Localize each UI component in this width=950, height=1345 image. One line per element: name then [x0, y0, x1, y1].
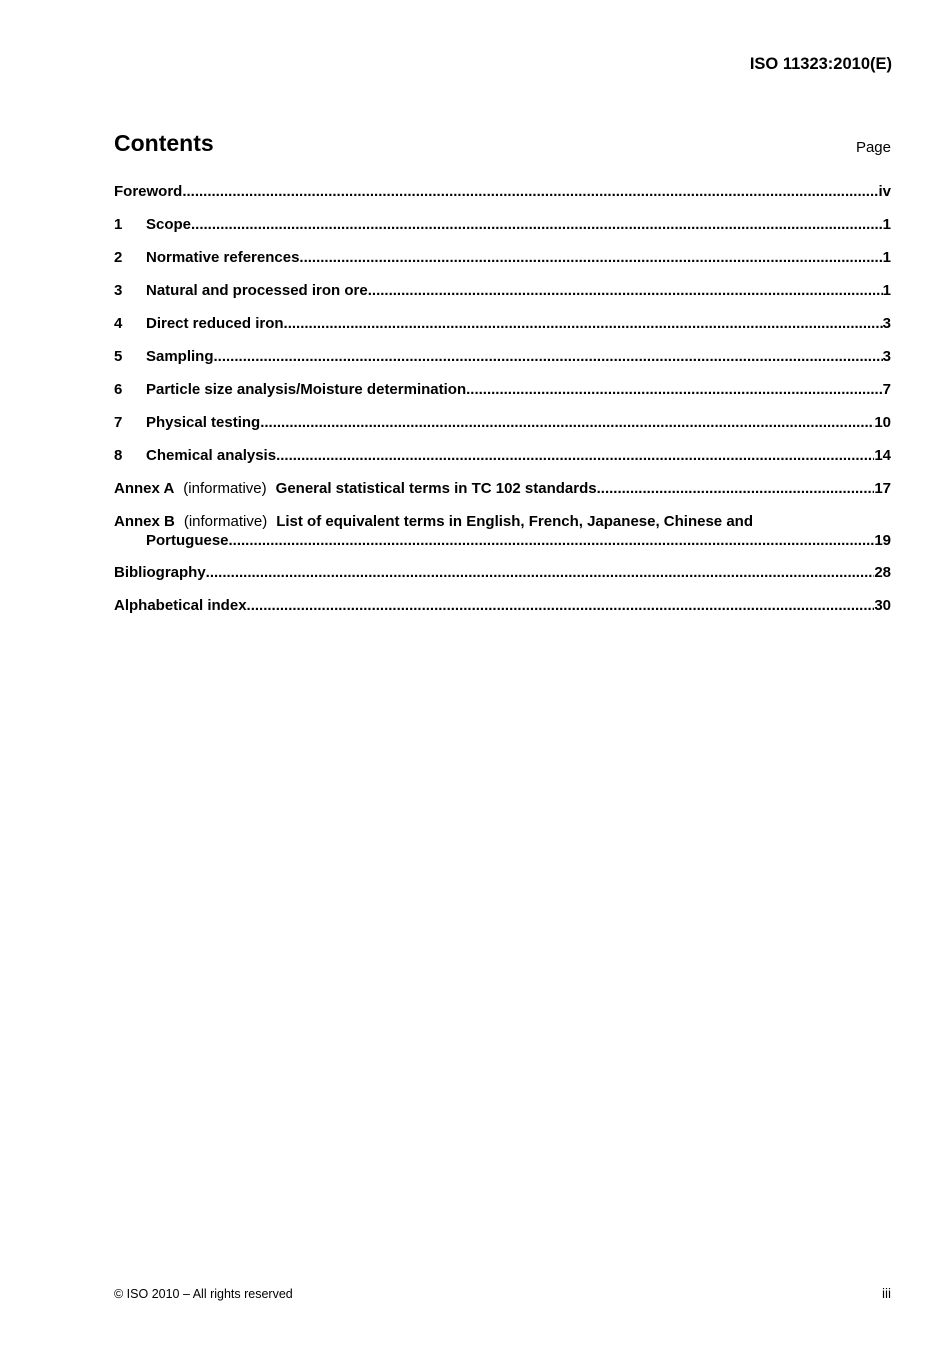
toc-entry-page: 7	[882, 381, 891, 398]
toc-entry-title: Alphabetical index	[114, 597, 247, 614]
dot-leader	[247, 596, 875, 615]
toc-entry-title: Direct reduced iron	[146, 315, 284, 332]
toc-entry-bibliography[interactable]	[114, 563, 891, 596]
toc-entry-page: 17	[874, 480, 891, 497]
toc-entry-alphabetical-index[interactable]	[114, 596, 891, 629]
toc-entry-title: General statistical terms in TC 102 standards	[275, 480, 597, 497]
toc-entry-foreword[interactable]	[114, 182, 891, 215]
clause-number: 4	[114, 315, 123, 332]
toc-entry-page: iv	[878, 183, 891, 200]
dot-leader	[182, 182, 878, 201]
toc-entry-page: 1	[882, 216, 891, 233]
dot-leader	[276, 446, 874, 465]
dot-leader	[206, 563, 875, 582]
toc-entry-page: 1	[882, 249, 891, 266]
toc-entry-page: 3	[882, 348, 891, 365]
toc-entry-page: 14	[874, 447, 891, 464]
dot-leader	[260, 413, 874, 432]
toc-entry-title: Foreword	[114, 183, 183, 200]
copyright-notice: © ISO 2010 – All rights reserved	[114, 1287, 293, 1301]
clause-number: 8	[114, 447, 123, 464]
dot-leader	[299, 248, 882, 267]
toc-entry-direct-reduced-iron[interactable]	[114, 314, 891, 347]
toc-entry-physical-testing[interactable]	[114, 413, 891, 446]
toc-entry-iron-ore[interactable]	[114, 281, 891, 314]
toc-entry-page: 3	[882, 315, 891, 332]
toc-entry-title-continued: Portuguese	[146, 532, 229, 549]
table-of-contents	[114, 182, 891, 629]
clause-number: 6	[114, 381, 123, 398]
page-number: iii	[882, 1286, 891, 1301]
dot-leader	[466, 380, 883, 399]
toc-entry-annex-b[interactable]	[114, 512, 891, 563]
toc-entry-title: Physical testing	[146, 414, 261, 431]
annex-label: Annex A	[114, 480, 175, 497]
dot-leader	[214, 347, 883, 366]
toc-entry-page: 30	[874, 597, 891, 614]
toc-entry-title: Chemical analysis	[146, 447, 277, 464]
annex-qualifier: (informative)	[183, 480, 267, 497]
toc-entry-page: 28	[874, 564, 891, 581]
toc-entry-page: 19	[874, 532, 891, 549]
toc-header	[114, 130, 891, 160]
toc-entry-title: Particle size analysis/Moisture determination	[146, 381, 467, 398]
clause-number: 1	[114, 216, 123, 233]
page-title: Contents	[114, 130, 214, 156]
toc-entry-particle-size[interactable]	[114, 380, 891, 413]
page-column-label: Page	[855, 139, 891, 156]
toc-entry-title: Normative references	[146, 249, 300, 266]
toc-entry-title: Sampling	[146, 348, 214, 365]
toc-entry-page: 10	[874, 414, 891, 431]
toc-entry-title: List of equivalent terms in English, French, Japanese, Chinese and	[276, 513, 753, 530]
toc-entry-page: 1	[882, 282, 891, 299]
toc-entry-annex-a[interactable]	[114, 479, 891, 512]
document-id: ISO 11323:2010(E)	[749, 55, 892, 73]
dot-leader	[597, 479, 875, 498]
dot-leader	[368, 281, 883, 300]
dot-leader	[284, 314, 883, 333]
toc-entry-title: Natural and processed iron ore	[146, 282, 368, 299]
clause-number: 3	[114, 282, 123, 299]
annex-label: Annex B	[114, 513, 175, 530]
toc-entry-chemical-analysis[interactable]	[114, 446, 891, 479]
clause-number: 2	[114, 249, 123, 266]
annex-qualifier: (informative)	[183, 513, 268, 530]
toc-entry-title: Scope	[146, 216, 192, 233]
clause-number: 7	[114, 414, 123, 431]
dot-leader	[229, 531, 875, 550]
toc-entry-scope[interactable]	[114, 215, 891, 248]
dot-leader	[191, 215, 883, 234]
toc-entry-title: Bibliography	[114, 564, 206, 581]
toc-entry-sampling[interactable]	[114, 347, 891, 380]
clause-number: 5	[114, 348, 123, 365]
toc-entry-normative-references[interactable]	[114, 248, 891, 281]
